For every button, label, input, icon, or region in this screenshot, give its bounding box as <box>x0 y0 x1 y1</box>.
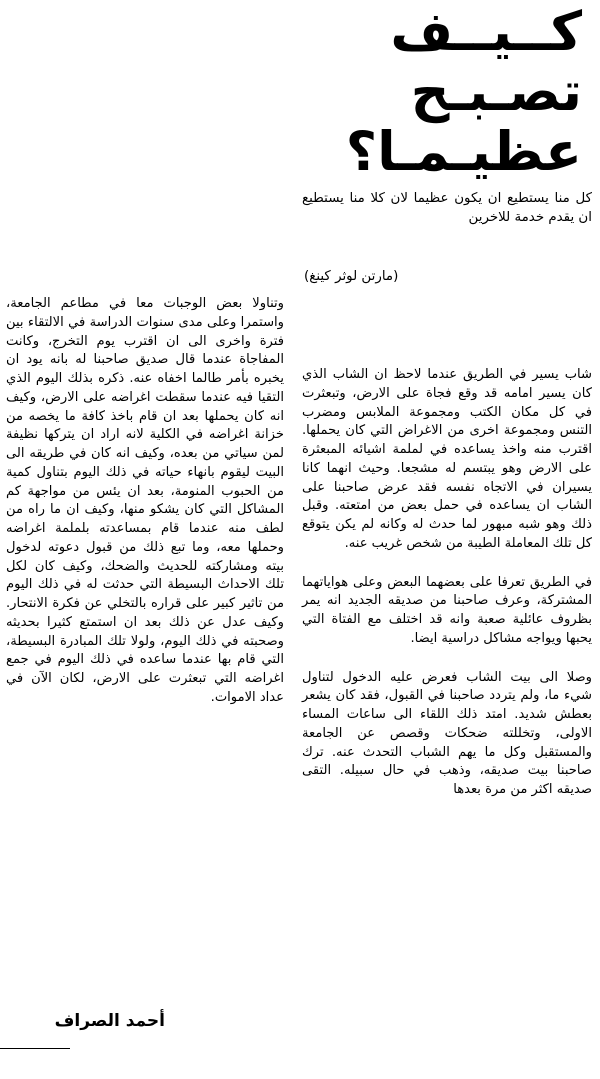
title-line-2: تصـبـح <box>410 60 582 123</box>
epigraph-author: (مارتن لوثر كينغ) <box>304 269 399 284</box>
author-signature: أحمد الصراف <box>54 1011 165 1031</box>
body-paragraph: شاب يسير في الطريق عندما لاحظ ان الشاب الذي كان يسير امامه قد وقع فجاة على الارض، وتبعثرت في كل مكان الكتب ومجموعة الملابس ومضرب التنس ومجموعة اخرى من الاغراض التي كان يحملها. اقترب منه واخذ يساعده في لملمة اشيائه المبعثرة على الارض وهو يبتسم له مشجعا. وحيث انهما كانا يسيران في الاتجاه نفسه فقد عرض صاحبنا على الشاب ان يساعده في حمل بعض من امتعته. وقبل ذلك وهو شبه مبهور لما حدث له وكانه لم يكن يتوقع كل تلك المعاملة الطيبة من شخص غريب عنه. <box>302 367 592 551</box>
title-line-3: عظيـمـا؟ <box>345 120 582 183</box>
body-paragraph: وصلا الى بيت الشاب فعرض عليه الدخول لتناول شيء ما، ولم يتردد صاحبنا في القبول، فقد كان يشعر بعطش شديد. امتد ذلك اللقاء الى ساعات المساء الاولى، وتخللته ضحكات وقصص عن الجامعة والمستقبل وكل ما يهم الشباب التحدث عنه. ترك صاحبنا بيت صديقه، وذهب في حال سبيله. التقى صديقه اكثر من مرة بعدها <box>302 669 592 797</box>
body-paragraph: في الطريق تعرفا على بعضهما البعض وعلى هواياتهما المشتركة، وعرف صاحبنا من صديقه الجديد انه يمر بظروف عائلية صعبة وانه قد اختلف مع الفتاة التي يحبها ويواجه مشاكل دراسية ايضا. <box>302 574 592 646</box>
article-title <box>302 2 582 182</box>
body-column-right <box>302 366 592 800</box>
epigraph-quote: كل منا يستطيع ان يكون عظيما لان كلا منا يستطيع ان يقدم خدمة للاخرين <box>302 191 592 225</box>
divider-line <box>0 1048 70 1049</box>
body-column-left <box>6 295 284 708</box>
title-line-1: كــيــف <box>390 0 582 63</box>
body-paragraph: وتناولا بعض الوجبات معا في مطاعم الجامعة، واستمرا وعلى مدى سنوات الدراسة في الالتقاء بين فترة واخرى الى ان اقترب يوم التخرج، وكانت المفاجاة عندما قال صديق صاحبنا له بانه يود ان يخبره بأمر طالما اخفاه عنه. ذكره بذلك اليوم الذي التقيا فيه عندما سقطت اغراضه على الارض، وكيف انه كان يحملها بعد ان قام باخذ كافة ما يخصه من خزانة اغراضه في الكلية لانه اراد ان يتركها نظيفة لمن سياتي من بعده، وكيف انه كان في طريقه الى البيت ليقوم بانهاء حياته في ذلك اليوم بتناول كمية من الحبوب المنومة، بعد ان يئس من مواجهة كم المشاكل التي كان يشكو منها، وكيف ان ما راه من لطف منه عندما قام بمساعدته بلملمة اغراضه وحملها معه، وما تبع ذلك من قبول دعوته لدخول بيته ومشاركته للحديث والضحك، وكيف كان لكل تلك الاحداث البسيطة التي حدثت له في ذلك اليوم من تاثير كبير على قراره بالتخلي عن فكرة الانتحار. وكيف عدل عن ذلك بعد ان استمتع كثيرا بحديثه وصحبته في ذلك اليوم، ولولا تلك المبادرة البسيطة، التي قام بها عندما ساعده في ذلك اليوم في جمع اغراضه التي تبعثرت على الارض، لكان الآن في عداد الاموات. <box>6 296 284 705</box>
